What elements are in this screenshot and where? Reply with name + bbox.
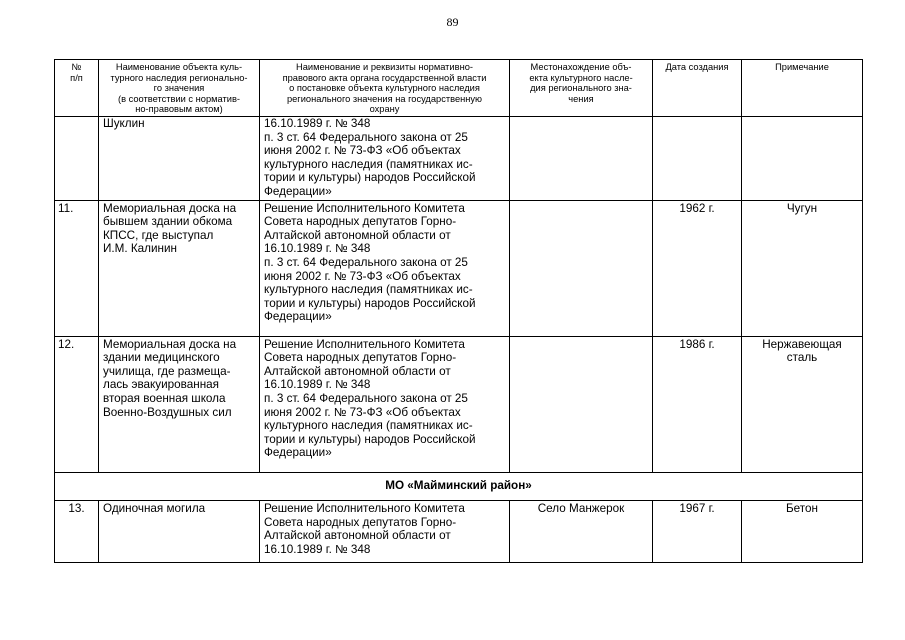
row-name: Одиночная могила <box>99 501 260 563</box>
row-note <box>742 116 863 200</box>
section-row <box>55 472 863 501</box>
row-note: Чугун <box>742 200 863 336</box>
header-note: Примечание <box>742 60 863 117</box>
row-location: Село Манжерок <box>510 501 653 563</box>
row-name: Шуклин <box>99 116 260 200</box>
row-location <box>510 336 653 472</box>
page-number: 89 <box>446 15 459 29</box>
table-row <box>55 116 863 200</box>
row-act: Решение Исполнительного Комитета Совета народных депутатов Горно- Алтайской автономной области от 16.10.1989 г. № 348 п. 3 ст. 64 Федерального закона от 25 июня 2002 г. № 73-ФЗ «Об объектах культурного наследия (памятниках ис- тории и культуры) народов Российской Федерации» <box>260 336 510 472</box>
table-row <box>55 200 863 336</box>
row-act: 16.10.1989 г. № 348 п. 3 ст. 64 Федерального закона от 25 июня 2002 г. № 73-ФЗ «Об объектах культурного наследия (памятниках ис- тории и культуры) народов Российской Федерации» <box>260 116 510 200</box>
row-num: 13. <box>55 501 99 563</box>
row-num: 11. <box>55 200 99 336</box>
section-title: МО «Майминский район» <box>55 472 863 501</box>
row-note: Бетон <box>742 501 863 563</box>
row-date: 1967 г. <box>653 501 742 563</box>
header-date: Дата создания <box>653 60 742 117</box>
row-date: 1986 г. <box>653 336 742 472</box>
header-num: № п/п <box>55 60 99 117</box>
heritage-objects-table <box>54 59 863 563</box>
row-name: Мемориальная доска на здании медицинского училища, где размеща- лась эвакуированная вторая военная школа Военно-Воздушных сил <box>99 336 260 472</box>
header-act: Наименование и реквизиты нормативно- правового акта органа государственной власти о постановке объекта культурного наследия регионального значения на государственную охрану <box>260 60 510 117</box>
row-date <box>653 116 742 200</box>
row-note: Нержавеющая сталь <box>742 336 863 472</box>
table-row <box>55 501 863 563</box>
header-location: Местонахождение объ- екта культурного насле- дия регионального зна- чения <box>510 60 653 117</box>
row-num: 12. <box>55 336 99 472</box>
row-name: Мемориальная доска на бывшем здании обкома КПСС, где выступал И.М. Калинин <box>99 200 260 336</box>
row-act: Решение Исполнительного Комитета Совета народных депутатов Горно- Алтайской автономной области от 16.10.1989 г. № 348 <box>260 501 510 563</box>
table-row <box>55 336 863 472</box>
row-location <box>510 200 653 336</box>
row-date: 1962 г. <box>653 200 742 336</box>
row-num <box>55 116 99 200</box>
row-act: Решение Исполнительного Комитета Совета народных депутатов Горно- Алтайской автономной области от 16.10.1989 г. № 348 п. 3 ст. 64 Федерального закона от 25 июня 2002 г. № 73-ФЗ «Об объектах культурного наследия (памятниках ис- тории и культуры) народов Российской Федерации» <box>260 200 510 336</box>
header-name: Наименование объекта куль- турного наследия регионально- го значения (в соответствии с норматив- но-правовым актом) <box>99 60 260 117</box>
row-location <box>510 116 653 200</box>
table-header-row <box>55 60 863 117</box>
